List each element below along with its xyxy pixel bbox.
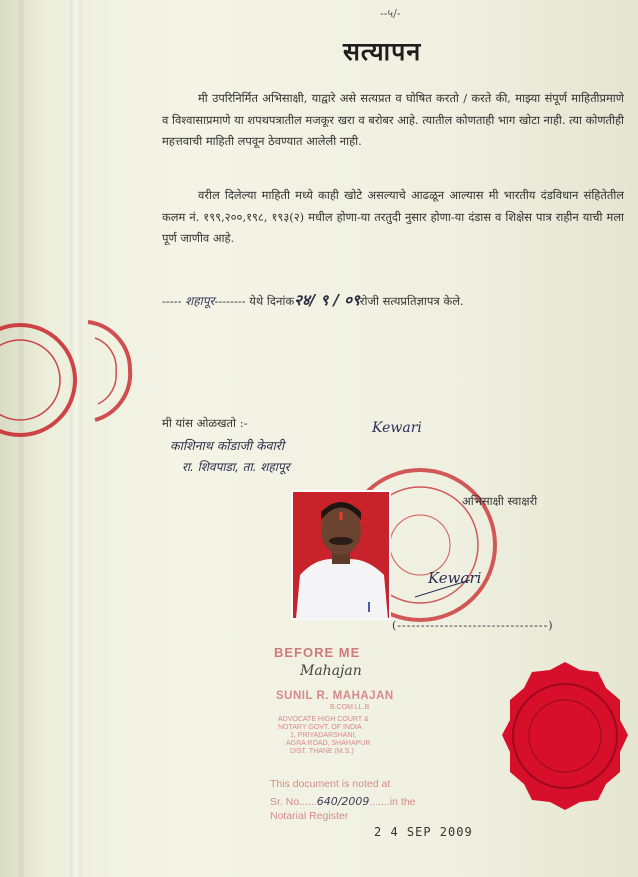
signature-line: (--------------------------------)	[392, 619, 554, 632]
deponent-signature-label: अभिसाक्षी स्वाक्षरी	[462, 494, 538, 508]
notary-name: SUNIL R. MAHAJAN	[276, 690, 394, 702]
notary-date-stamp: 2 4 SEP 2009	[374, 825, 473, 839]
place-handwritten: शहापूर	[185, 294, 215, 308]
notary-line-4: AGRA ROAD, SHAHAPUR	[286, 740, 371, 747]
place-dashes-right: --------	[214, 294, 246, 308]
verification-paragraph-2	[162, 185, 624, 250]
identifier-address: रा. शिवपाडा, ता. शहापूर	[182, 460, 290, 474]
page-number: --५/-	[380, 7, 401, 20]
red-wax-seal	[502, 662, 628, 810]
deponent-signature: Kewari	[428, 569, 482, 587]
deponent-photo	[292, 491, 390, 619]
notary-signature: Mahajan	[300, 663, 362, 679]
serial-number-line: Sr. No......640/2009.......in the	[270, 795, 416, 808]
paragraph-2-text: वरील दिलेल्या माहिती मध्ये काही खोटे असल्याचे आढळून आल्यास मी भारतीय दंडविधान संहितेतील कलम नं. १९९,२००,१९८, १९३(२) मधील होणा-या तरतुदी नुसार होणा-या दंडास व शिक्षेस पात्र राहीन याची मला पूर्ण जाणीव आहे.	[162, 188, 624, 245]
noted-line-1: This document is noted at	[270, 778, 391, 790]
serial-prefix: Sr. No.	[270, 796, 303, 808]
notary-line-5: DIST. THANE (M.S.)	[290, 748, 354, 755]
verification-paragraph-1	[162, 88, 624, 153]
register-line: Notarial Register	[270, 810, 349, 822]
before-me-stamp: BEFORE ME	[274, 645, 361, 660]
notary-line-1: ADVOCATE HIGH COURT &	[278, 716, 369, 723]
mid-left-notary-stamp	[88, 322, 130, 420]
date-handwritten: २४/ ९ / ०९	[294, 291, 360, 309]
identifier-signature: Kewari	[372, 420, 422, 436]
date-prefix: येथे दिनांक	[249, 294, 295, 308]
notary-degree: B.COM LL.B	[330, 704, 370, 711]
place-dashes-left: -----	[162, 294, 182, 308]
identifier-name: काशिनाथ कोंडाजी केवारी	[170, 438, 285, 453]
paragraph-1-text: मी उपरिनिर्मित अभिसाक्षी, याद्वारे असे सत्यप्रत व घोषित करतो / करते की, माझ्या संपूर्ण माहितीप्रमाणे व विश्वासाप्रमाणे या शपथपत्रातील मजकूर खरा व बरोबर आहे. त्यातील कोणताही भाग खोटा नाही. त्या कोणतीही महत्तवाची माहिती लपवून ठेवण्यात आलेली नाही.	[162, 91, 624, 148]
serial-suffix: in the	[389, 796, 416, 808]
left-notary-stamp	[0, 325, 75, 435]
notary-line-2: NOTARY GOVT. OF INDIA	[278, 724, 362, 731]
notary-line-3: 1, PRIYADARSHANI,	[290, 732, 357, 739]
date-suffix: रोजी सत्यप्रतिज्ञापत्र केले.	[359, 294, 464, 308]
page-title: सत्यापन	[343, 37, 422, 66]
serial-number: 640/2009	[316, 795, 370, 808]
place-date-line	[162, 290, 464, 310]
identification-label: मी यांस ओळखतो :-	[162, 416, 248, 430]
